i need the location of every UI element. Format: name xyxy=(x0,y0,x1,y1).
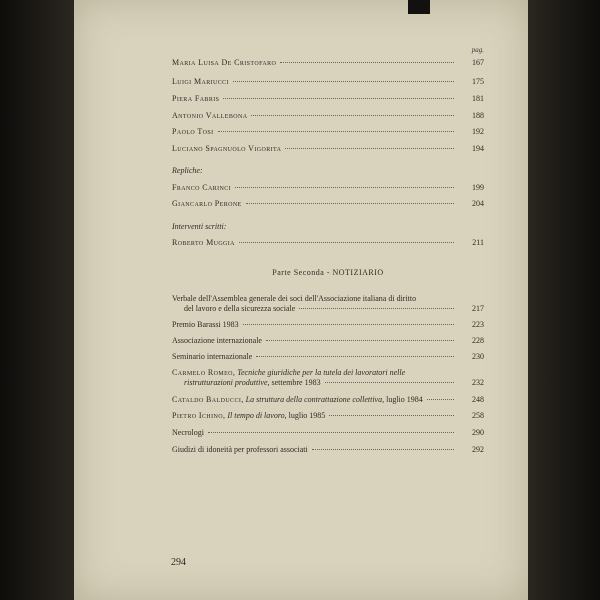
section-heading-repliche: Repliche: xyxy=(172,166,203,175)
toc-entry: Seminario internazionale 230 xyxy=(172,352,484,361)
right-background xyxy=(528,0,600,600)
toc-entry-verbale: Verbale dell'Assemblea generale dei soci dell'Associazione italiana di diritto del lavoro e della sicurezza sociale 217 xyxy=(172,294,484,313)
toc-entry: Giancarlo Perone 204 xyxy=(172,199,484,208)
toc-entry: Necrologi 290 xyxy=(172,428,484,437)
toc-entry: Luciano Spagnuolo Vigorita 194 xyxy=(172,144,484,153)
part-two-heading: Parte Seconda - NOTIZIARIO xyxy=(272,268,384,277)
page-number: 294 xyxy=(171,557,186,568)
toc-entry: Premio Barassi 1983 223 xyxy=(172,320,484,329)
toc-entry: Giudizi di idoneità per professori associati 292 xyxy=(172,445,484,454)
toc-entry: Cataldo Balducci, La struttura della contrattazione collettiva, luglio 1984 248 xyxy=(172,395,484,404)
page-tab xyxy=(408,0,430,14)
toc-entry: Franco Carinci 199 xyxy=(172,183,484,192)
toc-entry: Luigi Mariucci 175 xyxy=(172,77,484,86)
toc-entry: Piera Fabris 181 xyxy=(172,94,484,103)
toc-entry: Maria Luisa De Cristofaro 167 xyxy=(172,58,484,67)
toc-entry: Paolo Tosi 192 xyxy=(172,127,484,136)
toc-entry: Roberto Muggia 211 xyxy=(172,238,484,247)
section-heading-interventi: Interventi scritti: xyxy=(172,222,227,231)
toc-entry-romeo: Carmelo Romeo, Tecniche giuridiche per la tutela dei lavoratori nelle ristrutturazioni produttive, settembre 1983 232 xyxy=(172,368,484,387)
toc-entry: Antonio Vallebona 188 xyxy=(172,111,484,120)
left-background xyxy=(0,0,74,600)
toc-entry: Pietro Ichino, Il tempo di lavoro, luglio 1985 258 xyxy=(172,411,484,420)
page-column-label: pag. xyxy=(471,46,484,54)
toc-entry: Associazione internazionale 228 xyxy=(172,336,484,345)
